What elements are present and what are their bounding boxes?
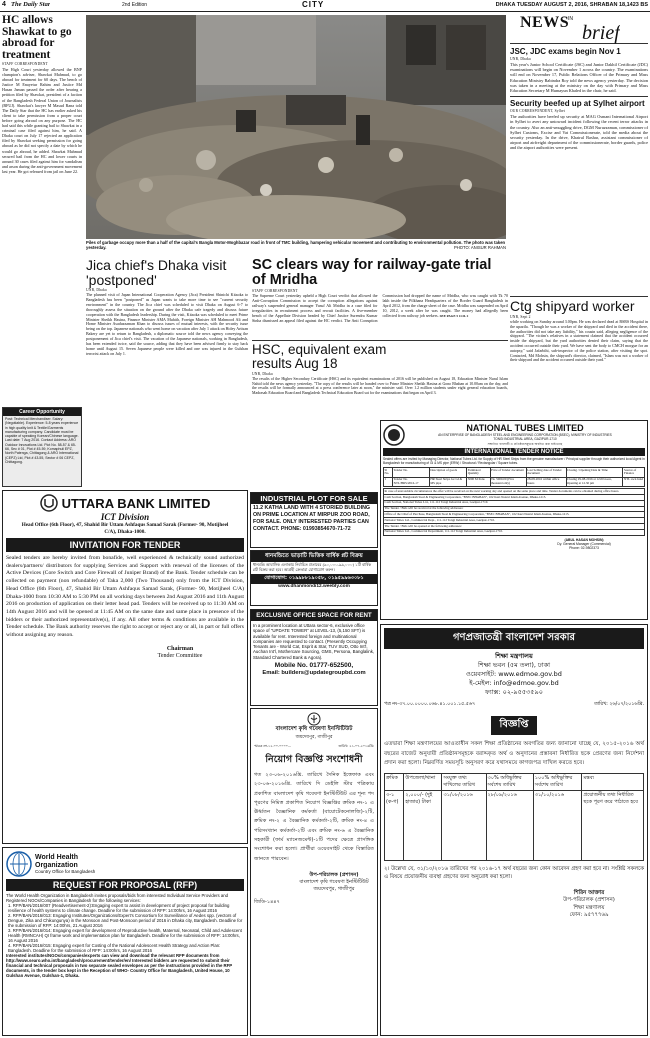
gov-notice-title: বিজ্ঞপ্তি	[491, 716, 536, 735]
table-cell: ২,০০০/- (দুই হাজার) টাকা	[404, 790, 442, 860]
byline: UNB, Dhaka	[252, 372, 273, 376]
rfp-item: 2. RFP/BAN/2016/013: Engaging Institutes/Organizations/Expert's Consortium for Surveillance of Aedes spp. (vectors of Dengue, Zika and Chikungunya) in the Monsoon and Post-Monsoon period of 2016 in Dhaka city, Bangladesh. Deadline for the submission of RFP: 14:00hrs, 21 August 2016	[8, 913, 243, 928]
tender-title: INVITATION FOR TENDER	[6, 538, 244, 552]
table-cell: HR Steel Strips for GI & MS pipe	[429, 477, 466, 487]
career-ad	[2, 407, 82, 487]
table-cell: প্রয়োজনীয় তথ্য নির্ধারিত ছকে পূরণ করে পাঠাতে হবে	[582, 790, 644, 860]
signatory-title: Chairman	[166, 645, 194, 652]
who-emblem-icon	[6, 851, 32, 877]
ntl-address: TONGI INDUSTRIAL AREA, GAZIPUR-1710	[493, 437, 557, 442]
gov-title: গণপ্রজাতন্ত্রী বাংলাদেশ সরকার	[384, 628, 644, 649]
career-title: Career Opportunity	[3, 408, 81, 416]
hc-shawkat-article	[2, 15, 82, 405]
table-header: মন্তব্য	[582, 773, 644, 790]
tender-body: Sealed tenders are hereby invited from bonafide, well experienced & technically sound authorized dealers/partners/ distributors for supplying Services and Support with renewal of the licenses of the Active Devices (Core Switch and Core Firewall of Juniper Brand) of the Bank. Tender schedule can be collected on payment (non refundable) of Taka 2,000 (Two Thousand) only from the ICT Division, Head Office (6th Floor), 47, Shahid Bir Uttam Ashfaqus Samad Sarak, (Former- 90, Motijheel C/A) Dhaka-1000 from 10:30 AM to 5:30 PM on all working days between 2nd August 2016 and 11th August 2016 on production of application on their letter head pad. Tenders will be received up to 11:30 AM on 14th August 2016 and will be opened at 11:45 AM on the same date and same place in presence of the bidders or their authorized representative(s), if any. All other terms & conditions are available in the Tender schedule. The Bank authority reserves the right to accept or reject any or all, in part or full offers without assigning any reason.	[6, 555, 244, 639]
bari-sign3: জয়দেবপুর, গাজীপুর	[313, 885, 355, 892]
table-header: Sl No.	[384, 468, 393, 478]
office-title: EXCLUSIVE OFFICE SPACE FOR RENT	[251, 610, 377, 621]
gov-note: ২। উল্লেখ্য যে, ৩১/১০/২০১৬ তারিখের পর ২০১৬-১৭ অর্থ বছরের জন্য কোন আবেদন গ্রহণ করা হবে না। সংশ্লিষ্ট সকলকে এ বিষয়ে প্রয়োজনীয় ব্যবস্থা গ্রহণের জন্য অনুরোধ করা হলো।	[384, 865, 644, 880]
table-cell: Closing 29-08-2016 at 12.00 noon, Opening at 12.30 pm	[566, 477, 623, 487]
brief-headline: Security beefed up at Sylhet airport	[510, 99, 645, 109]
byline: UNB, Sept 2	[510, 315, 531, 319]
bari-date: তারিখ: ২১-০৭-২০১৬খ্রি:	[338, 744, 374, 748]
ntl-notice-title: INTERNATIONAL TENDER NOTICE	[383, 448, 645, 456]
note-line: The Tender / Bids will be received at the following addresses:	[384, 506, 645, 512]
bn-plot-web[interactable]: www.dhanmondi12.weebly.com	[278, 583, 350, 589]
gov-body: এতদ্বারা শিক্ষা মন্ত্রণালয়ের আওতাধীন সকল শিক্ষা প্রতিষ্ঠানের অবগতির জন্য জানানো যাচ্ছে যে, ২০১৫-২০১৬ অর্থ বছরের বাজেট অনুযায়ী প্রতিষ্ঠানসমূহকে বরাদ্দকৃত অর্থ ও অনুদানের প্রস্তাবনা নির্ধারিত ছকে প্রেরণের জন্য নির্দেশনা প্রদান করা হলো। নিম্নবর্ণিত সময়সূচি অনুসরণ করে যথাসময়ে কাগজপত্র দাখিল করতে হবে।	[384, 741, 644, 766]
masthead	[0, 0, 650, 12]
byline: UNB, Dhaka	[86, 288, 107, 292]
office-email[interactable]: Email: builders@updategroupbd.com	[262, 669, 366, 676]
byline: STAFF CORRESPONDENT	[2, 62, 48, 66]
jica-article	[86, 258, 248, 416]
brief-item	[510, 47, 648, 93]
ntl-intro: Sealed offers are invited by Managing Director, National Tubes Ltd. for Supply of HR Steel Strips from the genuine manufacturer / Principal supplier through their authorized local Agent in Bangladesh for manufacturing of GI & MS pipe (ERW) / Structural / Rectangular / Square tubes.	[383, 457, 645, 466]
industrial-plot-ad	[250, 492, 378, 548]
note-line: The Tender / Bids will be opened at the following addresses:	[384, 524, 645, 530]
bari-memo: স্মারক নং-১২.০০.০০০০...	[254, 744, 292, 748]
table-row	[384, 477, 645, 487]
bari-title: নিয়োগ বিজ্ঞপ্তি সংশোধনী	[265, 754, 363, 765]
table-header: Estimated Quantity	[467, 468, 490, 478]
table-header: Description of goods	[429, 468, 466, 478]
ctg-shipyard-article	[510, 296, 648, 416]
education-ministry-ad	[380, 624, 648, 1036]
table-header: সংযুক্ত তথ্য দাখিলের তারিখ	[442, 773, 486, 790]
page-number: 4	[2, 1, 6, 8]
dateline: DHAKA TUESDAY AUGUST 2, 2016, SHRABAN 18,1423 BS	[495, 2, 648, 8]
sc-railway-article	[252, 258, 508, 338]
note-line: In case of unavoidable circumstances the offer will be received on the next working day and opened on the same place and time. Tender documents can be obtained during office hours.	[384, 489, 645, 495]
article-body: while working on Sunday around 3.00pm. He was declared dead at BSRS Hospital in the upazila. "Though he was a worker of the shipyard and died in the accident there, the authorities did not take any liability," his cousin said, alleging negligence of the shipyard. "The victim's relatives in a statement claimed that the accident occurred inside the shipyard, but the yard authorities denied their claim, saying that the accident occurred outside their yard. We have sent the body to CMCH morgue for an autopsy," said Jafarbihi, sub-inspector of the police station, after visiting the spot. Contacted, Md Mohsin, the shipyard's director, claimed, "Islam was not a worker of their shipyard and the accident occurred outside their yard."	[510, 319, 648, 363]
ntl-name: NATIONAL TUBES LIMITED	[466, 423, 584, 433]
bari-sign2: বাংলাদেশ কৃষি গবেষণা ইনস্টিটিউট	[299, 878, 369, 885]
bn-plot-body: ধানমন্ডি আবাসিক এলাকায় নির্বাচিত প্রতাবের (৯০,০০০-৯৯,০০০) ১টি বার্ষিক প্লট বিক্রয় করা হবে। আগ্রহী ক্রেতারা যোগাযোগ করুন।	[253, 562, 372, 572]
article-text: The Supreme Court yesterday upheld a High Court verdict that allowed the Anti-Corruption Commission to accept the corruption allegations against railway's suspended general manager Yusuf Ali Mridha in a case filed for irregularities in recruitment process and recruit facilities. A five-member bench of the Appellate Division headed by Chief Justice Surendra Kumar Sinha dismissed an appeal filed against the HC verdict. The Anti Corruption Commission had dropped the name of Mridha, who was caught with Tk 70 lakh inside the Pilkhana Headquarters of the Border Guard Bangladesh in April 2012, from the charge sheet of the case. Mridha was suspended on April 10, 2012, a week after he was caught. The money had allegedly been collected from railway job seekers.	[252, 293, 508, 323]
note-line: National Tubes Ltd., Commercial Department, 111-112 Tongi Industrial Area, Gazipur-1710.	[384, 529, 645, 535]
edition: 2nd Edition	[122, 2, 148, 8]
jump-line: SEE PAGE 5 COL 2	[439, 313, 469, 318]
brief-title-news: NEWS	[520, 14, 570, 31]
gov-website[interactable]: ওয়েবসাইট: www.edmoe.gov.bd	[466, 670, 562, 678]
who-org-line2: Organization	[35, 861, 78, 869]
caption-text: Piles of garbage occupy more than a half of the capital's Bangla Motor-Moghbazar road in front of TMC building, hampering vehicular movement and contributing to environmental pollution. The photo was taken yesterday.	[86, 240, 506, 250]
table-cell: Tender No. NTL/HRS/2016-17	[393, 477, 430, 487]
office-space-ad	[250, 609, 378, 706]
brief-byline: UNB, Dhaka	[510, 57, 531, 61]
note-line: Office of the Chief of Purchase, Bangladesh Steel & Engineering Corporation, "BSEC BHABAN", 102 Kazi Nazrul Islam Avenue, Dhaka-1215.	[384, 512, 645, 518]
gov-memo: পত্র নং-৩৭.০০.০০০০.০৬৮.৪১.০০১.১৫.৫৬৭	[384, 702, 476, 707]
brief-item	[510, 96, 648, 150]
bari-body: গত ২৩-০৬-২০১৬খ্রি. তারিখে দৈনিক ইত্তেফাক এবং ২৩-০৬-২০১৬খ্রি. তারিখে দি ডেইলি স্টার পত্রিকায় প্রকাশিত বাংলাদেশ কৃষি গবেষণা ইনস্টিটিউট এর শূন্য পদ পূরণের নিমিত্ত প্রকাশিত নিয়োগ বিজ্ঞপ্তির ক্রমিক নং-১ এ ঊর্ধ্বতন বৈজ্ঞানিক কর্মকর্তা (বায়োটেকনোলজি)-২টি, ক্রমিক নং-২ এ বৈজ্ঞানিক কর্মকর্তা-২টি, ক্রমিক নং-৪ এ পরিসংখ্যান কর্মকর্তা-২টি এবং ক্রমিক নং-৬ এ বৈজ্ঞানিক সহকারী (ফার্ম ম্যানেজমেন্ট)-১টি পদের ক্ষেত্রে প্রাসঙ্গিক সংশোধন করা হলো। প্রার্থীরা ওয়েবসাইট থেকে বিস্তারিত জানতে পারবেন।	[254, 772, 374, 862]
signatory-body: Tender Committee	[157, 652, 203, 659]
who-office: Country Office for Bangladesh	[35, 869, 96, 874]
bank-address: Head Office (6th Floor), 47, Shahid Bir Uttam Ashfaqus Samad Sarak (Former- 90, Motijheel C/A), Dhaka-1000.	[21, 522, 229, 535]
table-header: Source of Finance	[623, 468, 645, 478]
photo-image	[86, 15, 506, 239]
dhanmondi-plot-ad	[250, 550, 378, 606]
table-header: Last Selling date of Tender document	[526, 468, 566, 478]
bn-plot-title: ধানমন্ডিতে ভাড়াটি ভিত্তিক বার্ষিক প্লট বিক্রয়	[251, 551, 377, 562]
bari-code: জিডি-১৪৪৭	[254, 898, 280, 905]
brief-headline: JSC, JDC exams begin Nov 1	[510, 47, 621, 56]
table-header: Closing / Opening Date & Time	[566, 468, 623, 478]
photo-caption	[86, 240, 506, 254]
plot-title: INDUSTRIAL PLOT FOR SALE	[251, 493, 377, 504]
gov-sign3: শিক্ষা মন্ত্রণালয়	[573, 904, 605, 911]
rfp-item: 4. RFP/BAN/2016/015: Engaging expert for Costing of the National Adolescent Health Strategy and Action Plan: Bangladesh. Deadline for the submission of RFP: 14:00hrs, 16 August 2016	[8, 943, 221, 953]
office-mobile: Mobile No. 01777-652500,	[274, 662, 354, 670]
table-cell: Tk. 5000.00 (Five thousand only)	[490, 477, 526, 487]
ntl-sub: AN ENTERPRISE OF BANGLADESH STEEL AND ENGINEERING CORPORATION (BSEC), MINISTRY OF INDUSTRIES	[438, 433, 612, 437]
uttara-bank-ad	[2, 490, 248, 844]
brief-body: The authorities have beefed up security at MAG Osmani International Airport in Sylhet to avert any untoward incident following the recent terror attacks in the country. Also an anti-smuggling drive, DGM Nuruzzaman, commissioner of Sylhet Customs, Excise and Vat Commissionerate, told the media about the security yesterday. In the drive, Khairul Bashar, assistant commissioner of airport and airfreight department of the commissionerate, border guards, police and the airport authorities were present.	[510, 114, 648, 151]
career-body: Post: Technical Merchandiser. Salary: (Negotiable). Experience: 5-8 years experience in high quality knit & Textile/Garments manufacturing company. Candidate must be capable of speaking Korean/Chinese language. Last date: 7 Aug 2016. Contact Address: ARO Outdoor Innovations Ltd. Plot No. 58-57 & 65-66, Sec # 01, Plot # 45-59, Komaphuli EPZ, North Patenga, Chittagong & ARO International (CEPZ) Ltd, Plot # 43-55, Sector # 06 CEPZ, Chittagong.	[5, 417, 79, 464]
bari-logo-icon	[307, 712, 321, 726]
table-header: উপজেলা/থানা	[404, 773, 442, 790]
gov-sign1: শিরিন আক্তার	[573, 889, 605, 896]
garbage-photo	[86, 15, 506, 239]
article-body: The High Court yesterday allowed the BNP champion's adviser, Shawkat Mahmud, to go abroad for treatment for 60 days. The bench of Justice M Enayetur Rahim and Justice Md Hasan Jaman passed the order after hearing a petition filed by Shawkat, president of a faction of the Bangladesh Federal Union of Journalists (BFUJ). Shawkat's lawyer M Masud Rana told The Daily Star that the HC has earlier asked his client to take permission from a proper court before going abroad on any purpose. The HC had said this while granting bail to Shawkat in a criminal case filed against him, he said. A Dhaka court on July 17 rejected an application filed by Shawkat seeking permission for going abroad as he did not specify a date by which he would go abroad, he added. Shawkat Mahmud secured bail from the HC and lower courts in around 30 cases filed against him for vandalism and arson during the anti-government movement last year. He got released from jail on June 22.	[2, 67, 82, 174]
table-header-row	[385, 773, 644, 790]
bari-notice-ad	[250, 708, 378, 1036]
bank-name: UTTARA BANK LIMITED	[61, 495, 211, 511]
bank-division: ICT Division	[100, 512, 150, 522]
byline: STAFF CORRESPONDENT	[252, 289, 298, 293]
gov-schedule-table	[384, 773, 644, 861]
ntl-signatory: (ABUL HASAN MOHSIN)	[564, 537, 604, 542]
note-line: Cash Section, National Tubes Ltd., 111-112 Tongi Industrial Area, Gazipur-1710.	[384, 500, 645, 506]
gov-memo-date: তারিখ: ২৬/০৭/২০১৬খ্রি.	[594, 702, 644, 707]
who-org-line1: World Health	[35, 854, 79, 861]
section-name: CITY	[302, 0, 325, 9]
bari-place: জয়দেবপুর, গাজীপুর	[295, 735, 333, 740]
national-tubes-ad	[380, 420, 648, 620]
news-in-brief	[510, 14, 648, 294]
plot-body: 11.2 KATHA LAND WITH 4 STORIED BUILDING ON PRIME LOCATION AT MIRPUR ZOO ROAD, FOR SALE. ONLY INTERESTED PARTIES CAN CONTACT. PHONE: 01993854670-71-72	[253, 505, 371, 532]
gov-fax: ফ্যাক্স: ০২-৯৫৫৩৫৯০	[485, 688, 543, 696]
table-header: ১০০% অধিভুক্তির সর্বশেষ তারিখ	[533, 773, 582, 790]
rfp-item: 1. RFP/BAN/2016/007 (Readvertisement-2):Engaging expert to assist in development of project proposal for building resilience of health systems to climate change. Deadline for the submission of RFP: 14:00hrs, 16 August 2016	[8, 903, 230, 913]
table-header-row	[384, 468, 645, 478]
headline: Ctg shipyard worker	[510, 298, 635, 314]
gov-sign4: ফোন: ৯৫৭৭৭৬৯	[569, 912, 609, 918]
table-cell: 28-08-2016 within office hours	[526, 477, 566, 487]
note-line: Cash Section, Bangladesh Steel & Engineering Corporation, "BSEC BHABAN", 102 Kazi Nazrul Islam Avenue, Dhaka-1215.	[384, 495, 645, 501]
ntl-tagline: সম্মানিত ব্যবসায়ী ও প্রতিষ্ঠানসমূহকে অবহিত করা যাইতেছে	[487, 441, 563, 446]
rfp-outro: Interested institutes/NGOs/companies/experts can view and download the relevant RFP documents from http://www.searo.who.int/bangladesh/procurement/tender/en/ Interested bidders are requested to submit their financial and technical proposals in two separate sealed envelopes as per the instructions provided in the RFP documents, in the tender box kept in the Reception of WHO- Country Office for Bangladesh, United House, 10 Gulshan Avenue, Gulshan-1, Dhaka.	[6, 953, 233, 978]
article-body: The planned visit of Japan International Cooperation Agency (Jica) President Shinichi Kitaoka to Bangladesh has been "postponed" as Japan wants to take more time to see "current security environment" in the country. The Jica chief was scheduled to visit Dhaka on August 6-7 to thoroughly assess the situation on the ground after the Dhaka cafe tragedy and discuss future cooperation with the Bangladesh leadership. During the visit, Kitaoka was scheduled to meet Prime Minister Sheikh Hasina, Finance Minister AMA Muhith, Foreign Minister AH Mahmood Ali and Home Minister Asaduzzaman Khan to discuss issues of mutual interests, with the security issue being on the top. Japanese nationals who went home on vacation after July 1 attack on Holey Artisan Bakery are yet to return to Bangladesh, a diplomatic source told the news agency conveying the postponement of Jica chief's visit. The vacation of the Japanese nationals, working in Bangladesh, has been extended twice, said the source, adding that they have been advised firmly to stay back home until August 15. Seven Japanese people were killed and one was injured in the Gulshan terrorist attack on July 1.	[86, 292, 248, 356]
who-rfp-ad	[2, 847, 248, 1036]
brief-body: This year's Junior School Certificate (JSC) and Junior Dakhil Certificate (JDC) examinations will begin on November 1 across the country. The examinations will end on November 17, Public Relations Officer of the Primary and Mass Education Ministry Rabindra Roy told the news agency yesterday. The decision was taken in a meeting at the ministry on the day with Primary and Mass Education Secretary M Humayun Khaled in the chair, he said.	[510, 62, 648, 94]
office-body: In a prominent location at Uttara sector-6, exclusive office space of "UPDATE TOWER" at LEVEL-13, (5,150 SFT) is available for rent. Interested foreign and multinational companies are requested to contact. (Presently Occupying Tenants are - World Cat, Esprit & Star, TUV SUD, Otto Int'l, Auchan Int'l, Mothercare Sourcing, GMS, Persona, Banglalink, Standard Chartered Bank & Agora).	[253, 623, 375, 660]
gov-ministry: শিক্ষা মন্ত্রণালয়	[495, 652, 533, 660]
table-cell: ৩১/১০/২০১৬	[533, 790, 582, 860]
photo-credit: PHOTO: ANISUR RAHMAN	[453, 245, 506, 250]
table-cell: 3000 M.Tons	[467, 477, 490, 487]
table-cell: ৩১/০৮/২০১৬	[442, 790, 486, 860]
article-body: The results of the Higher Secondary Certificate (HSC) and its equivalent examinations of 2016 will be published on August 18, Education Minister Nurul Islam Nahid told the news agency yesterday. "The copy of the results will be handed over to Prime Minister Sheikh Hasina at Gono Bhaban at 10.00am on the day, and the results will be formally announced at a press conference later at noon," the minister said. Over 1.2 million students under eight general education boards, Madrasah Education Board and Bangladesh Technical Education Board sat for the examinations that began on April 3.	[252, 377, 508, 396]
gov-sign2: উপ-পরিচালক (প্রশাসন)	[563, 897, 615, 903]
hsc-article	[252, 340, 508, 416]
bari-sign1: উপ-পরিচালক (প্রশাসন)	[309, 871, 359, 878]
paper-name: The Daily Star	[11, 1, 51, 8]
rfp-item: 3. RFP/BAN/2016/014: Engaging expert for development of Reproductive health, Maternal, Neonatal, Child and Adolescent Health (RMNCAH) QI frame work and implementation plan for Bangladesh. Deadline for the submission of RFP: 14:00hrs, 16 August 2016	[8, 928, 242, 943]
table-header: ৩০% অধিভুক্তির সর্বশেষ তারিখ	[486, 773, 533, 790]
article-body	[252, 294, 508, 323]
ntl-notes	[383, 488, 645, 535]
headline: SC clears way for railway-gate trial of Mridha	[252, 258, 492, 288]
ntl-logo-icon	[383, 424, 405, 446]
table-header: Tender No.	[393, 468, 430, 478]
table-cell: 1	[384, 477, 393, 487]
note-line: National Tubes Ltd., Commercial Dept., 111-112 Tongi Industrial Area, Gazipur-1710.	[384, 518, 645, 524]
headline: Jica chief's Dhaka visit 'postponed'	[86, 258, 227, 288]
rfp-intro: The World Health Organization in Bangladesh invites proposals/bids from interested Individual Service Providers and Registered NGOs/Companies in Bangladesh for the following services:	[6, 893, 229, 903]
gov-email[interactable]: ই-মেইল: info@edmoe.gov.bd	[469, 679, 559, 687]
table-header: ক্রমিক	[385, 773, 404, 790]
gov-division: শিক্ষা ভবন (৫ম তলা), ঢাকা	[477, 661, 551, 669]
table-header: Price of Tender document	[490, 468, 526, 478]
brief-title-in: IN	[568, 16, 573, 22]
ntl-signatory-title: Dy. General Manager (Commercial)	[557, 541, 611, 546]
brief-title-brief: brief	[582, 22, 620, 44]
bn-plot-contact: যোগাযোগ: ০১৯৯৮৮১৯০৫৮, ০১৯৫৯৯৬৩০৮১	[251, 574, 377, 584]
table-cell: ৩-১ (ক-গ)	[385, 790, 404, 860]
uttara-bank-logo-icon	[40, 494, 58, 512]
table-cell: ২৮/০৯/২০১৬	[486, 790, 533, 860]
brief-byline: OUR CORRESPONDENT, Sylhet	[510, 109, 565, 114]
rfp-title: REQUEST FOR PROPOSAL (RFP)	[6, 879, 244, 891]
bari-org: বাংলাদেশ কৃষি গবেষণা ইনস্টিটিউট	[275, 726, 353, 732]
headline: HSC, equivalent exam results Aug 18	[252, 342, 387, 371]
ntl-phone: Phone: 02-9802373	[569, 545, 599, 550]
table-cell: NTL own fund	[623, 477, 645, 487]
ntl-tender-table	[383, 467, 645, 487]
headline: HC allows Shawkat to go abroad for treatment	[2, 15, 72, 61]
table-row	[385, 790, 644, 860]
